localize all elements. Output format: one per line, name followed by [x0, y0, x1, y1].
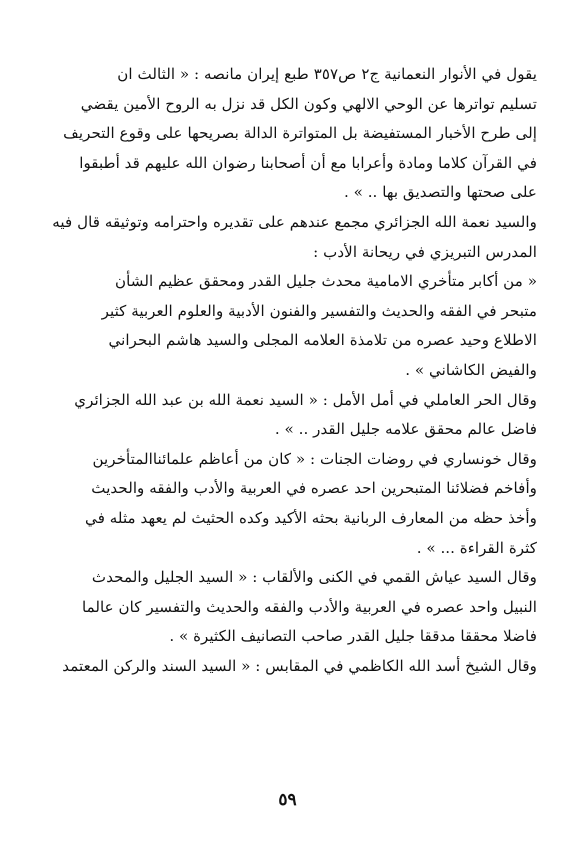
text-line: وقال خونساري في روضات الجنات : « كان من أعاظم علمائناالمتأخرين: [92, 449, 537, 468]
text-line: في القرآن كلاما ومادة وأعرابا مع أن أصحابنا رضوان الله عليهم قد أطبقوا: [79, 153, 537, 172]
text-line: وقال السيد عياش القمي في الكنى والألقاب : « السيد الجليل والمحدث: [91, 568, 537, 587]
body-text: [48, 60, 537, 681]
text-line: على صحتها والتصديق بها .. » .: [343, 183, 537, 202]
text-line: النبيل واحد عصره في العربية والأدب والفقه والحديث والتفسير كان عالما: [81, 597, 537, 616]
text-line: فاضل عالم محقق علامه جليل القدر .. » .: [274, 420, 537, 439]
text-line: والفيض الكاشاني » .: [405, 360, 537, 379]
text-line: والسيد نعمة الله الجزائري مجمع عندهم على تقديره واحترامه وتوثيقه قال فيه: [52, 212, 537, 231]
text-line: وقال الحر العاملي في أمل الأمل : « السيد نعمة الله بن عبد الله الجزائري: [74, 390, 537, 409]
text-line: المدرس التبريزي في ريحانة الأدب :: [313, 242, 537, 261]
text-line: كثرة القراءة ... » .: [416, 538, 537, 557]
text-line: متبحر في الفقه والحديث والتفسير والفنون الأدبية والعلوم العربية كثير: [101, 301, 537, 320]
text-line: وقال الشيخ أسد الله الكاظمي في المقابس : « السيد السند والركن المعتمد: [62, 656, 537, 675]
text-line: الاطلاع وحيد عصره من تلامذة العلامه المجلى والسيد هاشم البحراني: [108, 331, 537, 350]
text-line: فاضلا محققا مدققا جليل القدر صاحب التصانيف الكثيرة » .: [169, 627, 537, 646]
text-line: « من أكابر متأخري الامامية محدث جليل القدر ومحقق عظيم الشأن: [114, 272, 537, 291]
page-number: ٥٩: [278, 790, 297, 810]
text-line: يقول في الأنوار النعمانية ج٢ ص٣٥٧ طبع إيران مانصه : « الثالث ان: [117, 65, 537, 83]
text-line: تسليم تواترها عن الوحي الالهي وكون الكل قد نزل به الروح الأمين يقضي: [80, 94, 537, 113]
text-line: إلى طرح الأخبار المستفيضة بل المتواترة الدالة بصريحها على وقوع التحريف: [63, 124, 537, 143]
text-line: وأفاخم فضلائنا المتبحرين احد عصره في العربية والأدب والفقه والحديث: [91, 479, 537, 498]
text-line: وأخذ حظه من المعارف الربانية بحثه الأكيد وكده الحثيث لم يعهد مثله في: [85, 508, 537, 527]
